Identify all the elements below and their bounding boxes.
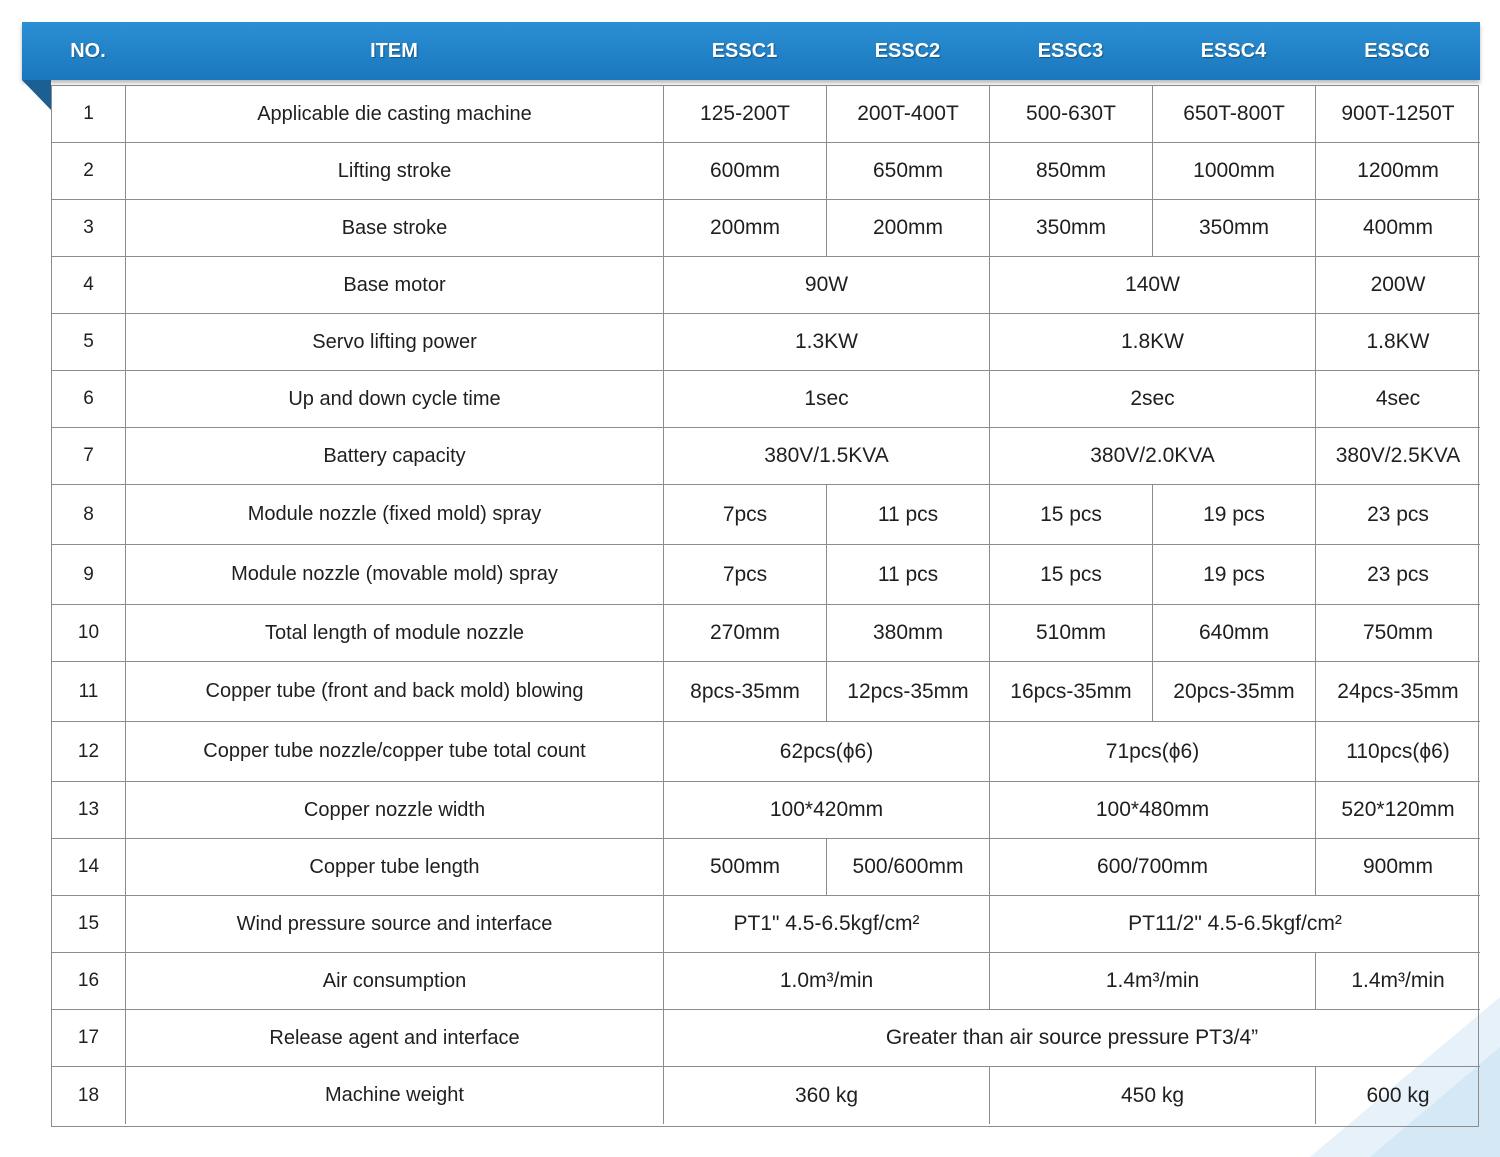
header-fold — [22, 80, 51, 110]
row-item: Release agent and interface — [126, 1010, 664, 1067]
row-value: 19 pcs — [1153, 545, 1316, 605]
row-number: 5 — [52, 314, 126, 371]
row-value: 62pcs(ϕ6) — [664, 722, 990, 782]
row-number: 16 — [52, 953, 126, 1010]
row-value: 24pcs-35mm — [1316, 662, 1480, 722]
row-value: 15 pcs — [990, 545, 1153, 605]
row-number: 4 — [52, 257, 126, 314]
row-value: 20pcs-35mm — [1153, 662, 1316, 722]
row-value: 350mm — [990, 200, 1153, 257]
row-value: 600/700mm — [990, 839, 1316, 896]
row-item: Copper tube length — [126, 839, 664, 896]
row-number: 3 — [52, 200, 126, 257]
header-model-4: ESSC4 — [1200, 40, 1267, 62]
row-value: 90W — [664, 257, 990, 314]
row-value: 600mm — [664, 143, 827, 200]
row-value: 4sec — [1316, 371, 1480, 428]
row-item: Battery capacity — [126, 428, 664, 485]
row-value: 510mm — [990, 605, 1153, 662]
row-value: 12pcs-35mm — [827, 662, 990, 722]
row-number: 14 — [52, 839, 126, 896]
row-item: Up and down cycle time — [126, 371, 664, 428]
row-value: PT1" 4.5-6.5kgf/cm² — [664, 896, 990, 953]
row-number: 10 — [52, 605, 126, 662]
row-value: 1.4m³/min — [990, 953, 1316, 1010]
row-number: 7 — [52, 428, 126, 485]
row-value: 380V/2.0KVA — [990, 428, 1316, 485]
row-value: 500-630T — [990, 86, 1153, 143]
row-item: Machine weight — [126, 1067, 664, 1124]
row-number: 8 — [52, 485, 126, 545]
row-value: 23 pcs — [1316, 545, 1480, 605]
row-value: 2sec — [990, 371, 1316, 428]
row-value: 15 pcs — [990, 485, 1153, 545]
row-value: 450 kg — [990, 1067, 1316, 1124]
row-value: 71pcs(ϕ6) — [990, 722, 1316, 782]
row-value: 11 pcs — [827, 545, 990, 605]
row-number: 18 — [52, 1067, 126, 1124]
header-no: NO. — [70, 40, 106, 62]
row-value: 650mm — [827, 143, 990, 200]
row-value: 500mm — [664, 839, 827, 896]
row-number: 12 — [52, 722, 126, 782]
row-value: 380V/1.5KVA — [664, 428, 990, 485]
row-value: 850mm — [990, 143, 1153, 200]
header-item: ITEM — [370, 40, 418, 62]
row-value: 640mm — [1153, 605, 1316, 662]
row-item: Copper nozzle width — [126, 782, 664, 839]
row-value: 270mm — [664, 605, 827, 662]
row-value: 19 pcs — [1153, 485, 1316, 545]
header-model-2: ESSC2 — [874, 40, 941, 62]
row-value: 200mm — [827, 200, 990, 257]
row-number: 13 — [52, 782, 126, 839]
row-value: 7pcs — [664, 485, 827, 545]
header-model-5: ESSC6 — [1364, 40, 1430, 62]
row-item: Total length of module nozzle — [126, 605, 664, 662]
row-value: 200T-400T — [827, 86, 990, 143]
row-number: 11 — [52, 662, 126, 722]
row-value: 1.4m³/min — [1316, 953, 1480, 1010]
row-item: Copper tube nozzle/copper tube total count — [126, 722, 664, 782]
row-value: 125-200T — [664, 86, 827, 143]
row-value: 11 pcs — [827, 485, 990, 545]
row-value: 600 kg — [1366, 1083, 1430, 1107]
row-value: 100*480mm — [990, 782, 1316, 839]
row-value: 520*120mm — [1316, 782, 1480, 839]
row-number: 6 — [52, 371, 126, 428]
row-value: 400mm — [1316, 200, 1480, 257]
spec-table — [51, 85, 1479, 1127]
row-value: 200mm — [664, 200, 827, 257]
row-value: 350mm — [1153, 200, 1316, 257]
row-item: Wind pressure source and interface — [126, 896, 664, 953]
row-value: 1.8KW — [990, 314, 1316, 371]
row-value: 16pcs-35mm — [990, 662, 1153, 722]
row-value: 1.0m³/min — [664, 953, 990, 1010]
row-item: Copper tube (front and back mold) blowing — [126, 662, 664, 722]
row-value: 110pcs(ϕ6) — [1316, 722, 1480, 782]
table-header — [22, 22, 1480, 80]
row-value: 360 kg — [664, 1067, 990, 1124]
row-value: 100*420mm — [664, 782, 990, 839]
row-item: Base stroke — [126, 200, 664, 257]
row-value: 200W — [1316, 257, 1480, 314]
row-item: Applicable die casting machine — [126, 86, 664, 143]
row-item: Air consumption — [126, 953, 664, 1010]
row-value: PT11/2" 4.5-6.5kgf/cm² — [990, 896, 1480, 953]
row-item: Module nozzle (fixed mold) spray — [126, 485, 664, 545]
row-value: 1.8KW — [1316, 314, 1480, 371]
row-value: 380mm — [827, 605, 990, 662]
row-value: Greater than air source pressure PT3/4” — [664, 1010, 1480, 1067]
row-item: Base motor — [126, 257, 664, 314]
row-number: 17 — [52, 1010, 126, 1067]
row-value: 7pcs — [664, 545, 827, 605]
row-value: 8pcs-35mm — [664, 662, 827, 722]
header-model-3: ESSC3 — [1037, 40, 1104, 62]
row-number: 1 — [52, 86, 126, 143]
row-value: 380V/2.5KVA — [1316, 428, 1480, 485]
header-model-1: ESSC1 — [711, 40, 778, 62]
row-value: 1200mm — [1316, 143, 1480, 200]
row-value: 750mm — [1316, 605, 1480, 662]
row-item: Servo lifting power — [126, 314, 664, 371]
row-value: 1.3KW — [664, 314, 990, 371]
row-value: 900mm — [1316, 839, 1480, 896]
row-value: 650T-800T — [1153, 86, 1316, 143]
row-number: 9 — [52, 545, 126, 605]
row-item: Module nozzle (movable mold) spray — [126, 545, 664, 605]
row-value: 900T-1250T — [1316, 86, 1480, 143]
row-value: 500/600mm — [827, 839, 990, 896]
row-value: 23 pcs — [1316, 485, 1480, 545]
row-value: 1sec — [664, 371, 990, 428]
row-item: Lifting stroke — [126, 143, 664, 200]
row-number: 2 — [52, 143, 126, 200]
row-value: 1000mm — [1153, 143, 1316, 200]
row-number: 15 — [52, 896, 126, 953]
row-value: 140W — [990, 257, 1316, 314]
